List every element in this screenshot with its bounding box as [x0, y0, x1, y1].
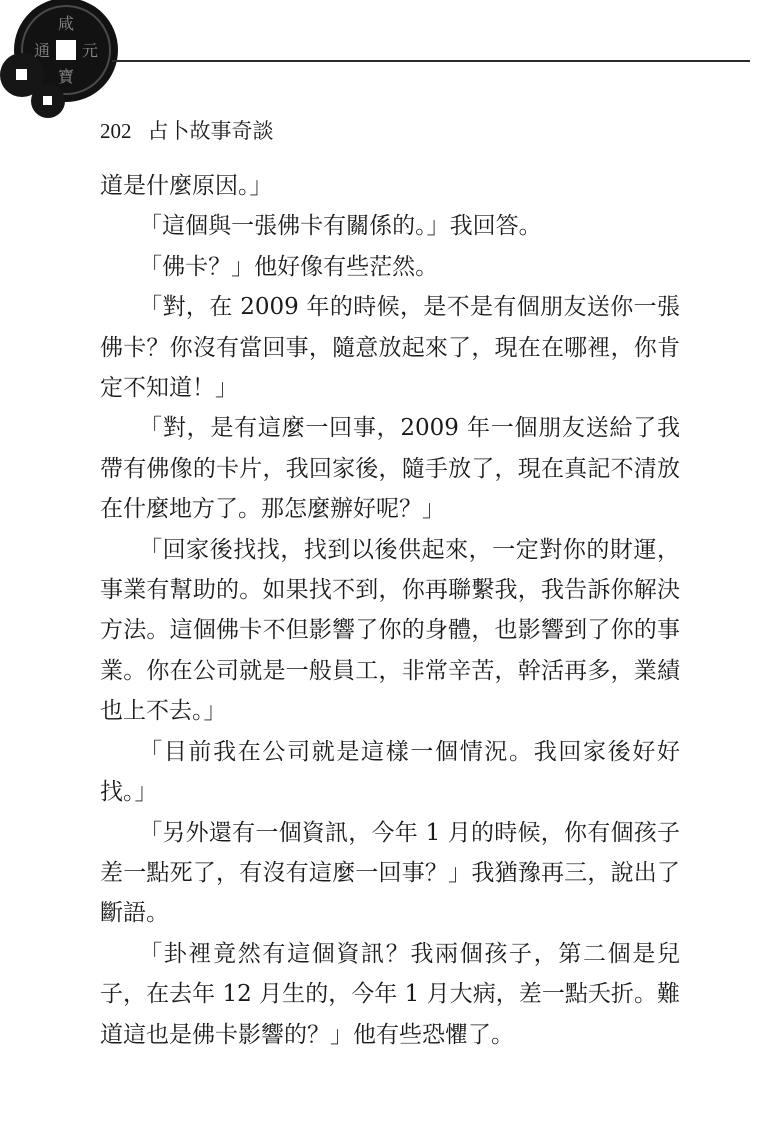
paragraph: 「對，在 2009 年的時候，是不是有個朋友送你一張佛卡？你沒有當回事，隨意放起來了，現在在哪裡，你肯定不知道！」 — [100, 294, 680, 402]
page-number: 202 — [100, 119, 132, 143]
coin-glyph-top: 咸 — [57, 14, 75, 33]
paragraph: 「目前我在公司就是這樣一個情況。我回家後好好找。」 — [100, 738, 680, 806]
paragraph: 道是什麼原因。」 — [100, 173, 273, 199]
book-title: 占卜故事奇談 — [147, 119, 274, 143]
running-header — [100, 117, 274, 145]
coin-glyph-bottom: 寶 — [57, 67, 75, 86]
body-text — [100, 166, 680, 1055]
header-rule — [112, 60, 750, 62]
coin-glyph-right: 元 — [81, 41, 99, 60]
paragraph: 「回家後找找，找到以後供起來，一定對你的財運，事業有幫助的。如果找不到，你再聯繫我，我告訴你解決方法。這個佛卡不但影響了你的身體，也影響到了你的事業。你在公司就是一般員工，非常辛苦，幹活再多，業績也上不去。」 — [100, 536, 680, 725]
paragraph: 「另外還有一個資訊，今年 1 月的時候，你有個孩子差一點死了，有沒有這麼一回事？」我猶豫再三，說出了斷語。 — [100, 819, 680, 927]
paragraph: 「這個與一張佛卡有關係的。」我回答。 — [139, 213, 542, 240]
coin-glyph-left: 通 — [33, 41, 51, 60]
paragraph: 「對，是有這麼一回事，2009 年一個朋友送給了我帶有佛像的卡片，我回家後，隨手放了，現在真記不清放在什麼地方了。那怎麼辦好呢？」 — [100, 415, 680, 523]
coin-emblem-icon — [0, 0, 130, 130]
paragraph: 「卦裡竟然有這個資訊？我兩個孩子，第二個是兒子，在去年 12 月生的，今年 1 月大病，差一點夭折。難道這也是佛卡影響的？」他有些恐懼了。 — [100, 940, 680, 1048]
paragraph: 「佛卡？」他好像有些茫然。 — [139, 253, 439, 280]
